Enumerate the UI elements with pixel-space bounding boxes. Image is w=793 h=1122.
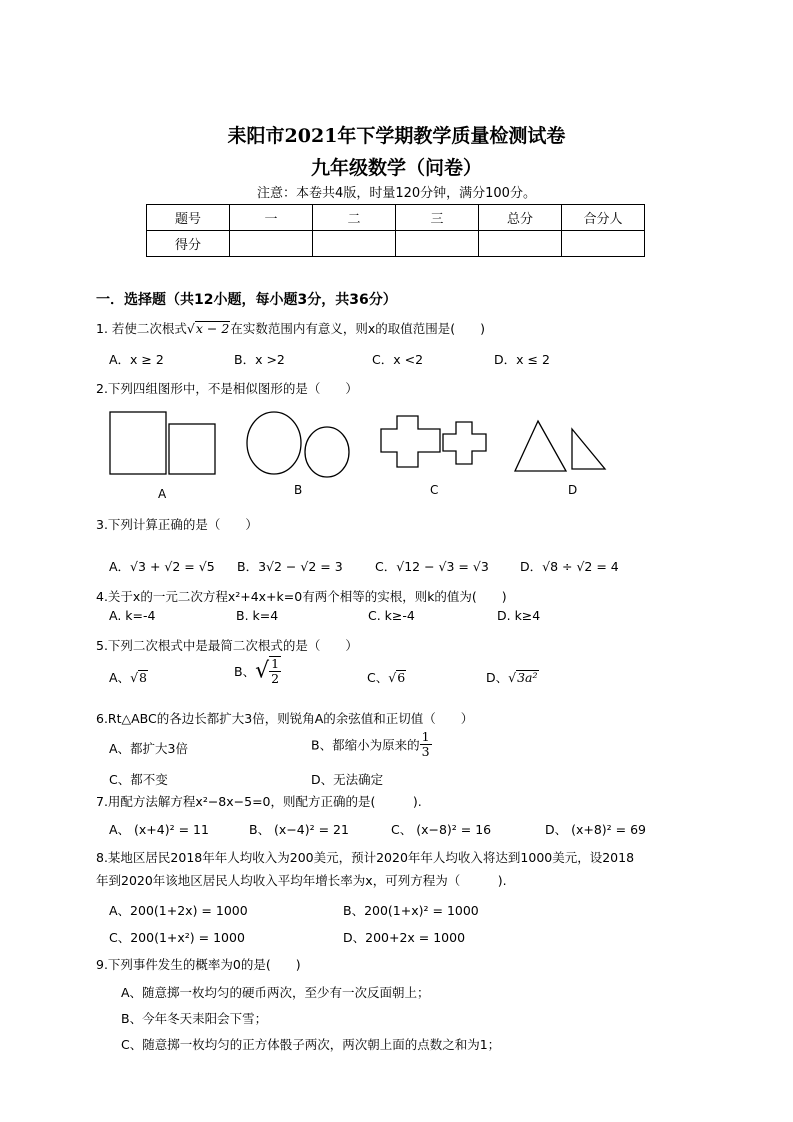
- table-header-cell: 总分: [479, 205, 562, 231]
- q2-triangle-large: [515, 421, 566, 471]
- table-header-cell: 三: [396, 205, 479, 231]
- q2-cross-large: [381, 416, 440, 467]
- q3-option-a: A．√3 + √2 = √5: [109, 559, 215, 574]
- q2-square-small: [169, 424, 215, 474]
- question-4: 4.关于x的一元二次方程x²+4x+k=0有两个相等的实根，则k的值为( ): [96, 589, 507, 604]
- q5-label-c: C、: [367, 670, 389, 685]
- q9-option-c: C、随意掷一枚均匀的正方体骰子两次，两次朝上面的点数之和为1；: [121, 1037, 501, 1052]
- q7-option-d: D、 (x+8)² = 69: [545, 822, 647, 837]
- q6-option-a: A、都扩大3倍: [109, 741, 189, 756]
- q9-option-b: B、今年冬天耒阳会下雪；: [121, 1011, 268, 1026]
- q5-option-b: B、√ $\frac{1}{2}$: [234, 656, 280, 686]
- question-6: 6.Rt△ABC的各边长都扩大3倍，则锐角A的余弦值和正切值（ ）: [96, 711, 474, 726]
- table-row: [147, 205, 645, 231]
- score-cell[interactable]: [479, 231, 562, 257]
- score-cell[interactable]: [562, 231, 645, 257]
- q2-label-a: A: [158, 487, 167, 501]
- score-cell[interactable]: [230, 231, 313, 257]
- question-8-line-2: 年到2020年该地区居民人均收入平均年增长率为x，可列方程为（ ).: [96, 873, 507, 888]
- q8-option-b: B、200(1+x)² = 1000: [343, 903, 479, 918]
- q7-option-b: B、 (x−4)² = 21: [249, 822, 349, 837]
- q2-label-d: D: [568, 483, 578, 497]
- q5-label-a: A、: [109, 670, 131, 685]
- q7-option-c: C、 (x−8)² = 16: [391, 822, 492, 837]
- table-header-cell: 题号: [147, 205, 230, 231]
- q5-radicand-d: 3a²: [517, 670, 538, 685]
- q6-option-b: [311, 730, 432, 759]
- q4-option-a: A. k=-4: [109, 608, 156, 623]
- q1-option-b: B．x >2: [234, 352, 285, 367]
- q5-radicand-c: 6: [397, 670, 406, 685]
- q2-triangle-right: [572, 429, 605, 469]
- q2-square-large: [110, 412, 166, 474]
- question-3: 3.下列计算正确的是（ ）: [96, 517, 258, 532]
- q2-figures: [100, 405, 620, 485]
- q1-stem-pre: 1. 若使二次根式: [96, 321, 187, 336]
- page-subtitle: 九年级数学（问卷）: [310, 157, 482, 179]
- q7-option-a: A、 (x+4)² = 11: [109, 822, 209, 837]
- q5-option-a: A、√8: [109, 670, 147, 685]
- q5-label-d: D、: [486, 670, 509, 685]
- q5-radicand-a: 8: [139, 670, 147, 685]
- q2-circle-small: [305, 427, 349, 477]
- q1-option-d: D．x ≤ 2: [494, 352, 550, 367]
- question-1: 1. 若使二次根式√x − 2在实数范围内有意义，则x的取值范围是( ): [96, 321, 485, 336]
- question-9: 9.下列事件发生的概率为0的是( ): [96, 957, 301, 972]
- q6-fraction: $\frac{1}{3}$: [421, 729, 430, 759]
- q5-label-b: B、: [234, 664, 256, 679]
- question-7: 7.用配方法解方程x²−8x−5=0，则配方正确的是( ).: [96, 794, 422, 809]
- q5-option-d: D、√3a²: [486, 670, 538, 685]
- q1-radicand: x − 2: [195, 321, 230, 336]
- q5-fraction: $\frac{1}{2}$: [271, 656, 280, 686]
- q8-option-a: A、200(1+2x) = 1000: [109, 903, 248, 918]
- q6-option-d: D、无法确定: [311, 772, 384, 787]
- q3-option-b: B．3√2 − √2 = 3: [237, 559, 343, 574]
- q8-option-c: C、200(1+x²) = 1000: [109, 930, 245, 945]
- q5-option-c: C、√6: [367, 670, 406, 685]
- score-cell[interactable]: [313, 231, 396, 257]
- q3-option-d: D．√8 ÷ √2 = 4: [520, 559, 619, 574]
- q2-cross-small: [443, 422, 486, 464]
- question-8-line-1: 8.某地区居民2018年年人均收入为200美元，预计2020年年人均收入将达到1000美元，设2018: [96, 850, 635, 865]
- q4-option-b: B. k=4: [236, 608, 279, 623]
- table-row: [147, 231, 645, 257]
- q6-option-b-text: B、都缩小为原来的: [311, 737, 420, 753]
- q8-option-d: D、200+2x = 1000: [343, 930, 466, 945]
- q1-option-a: A．x ≥ 2: [109, 352, 164, 367]
- question-2: 2.下列四组图形中，不是相似图形的是（ ）: [96, 381, 358, 396]
- q2-label-c: C: [430, 483, 439, 497]
- q9-option-a: A、随意掷一枚均匀的硬币两次，至少有一次反面朝上；: [121, 985, 430, 1000]
- section-title: 一．选择题（共12小题，每小题3分，共36分）: [96, 292, 397, 308]
- q1-option-c: C．x <2: [372, 352, 424, 367]
- score-row-label: 得分: [147, 231, 230, 257]
- table-header-cell: 合分人: [562, 205, 645, 231]
- q4-option-c: C. k≥-4: [368, 608, 415, 623]
- table-header-cell: 二: [313, 205, 396, 231]
- table-header-cell: 一: [230, 205, 313, 231]
- q2-ellipse-large: [247, 412, 301, 474]
- q4-option-d: D. k≥4: [497, 608, 541, 623]
- q3-option-c: C．√12 − √3 = √3: [375, 559, 489, 574]
- score-table: [146, 204, 645, 257]
- exam-note: 注意：本卷共4版，时量120分钟，满分100分。: [257, 186, 536, 201]
- q6-option-c: C、都不变: [109, 772, 168, 787]
- score-cell[interactable]: [396, 231, 479, 257]
- q2-label-b: B: [294, 483, 303, 497]
- page-title: 耒阳市2021年下学期教学质量检测试卷: [227, 125, 566, 147]
- q1-stem-post: 在实数范围内有意义，则x的取值范围是( ): [230, 321, 485, 336]
- question-5: 5.下列二次根式中是最简二次根式的是（ ）: [96, 638, 358, 653]
